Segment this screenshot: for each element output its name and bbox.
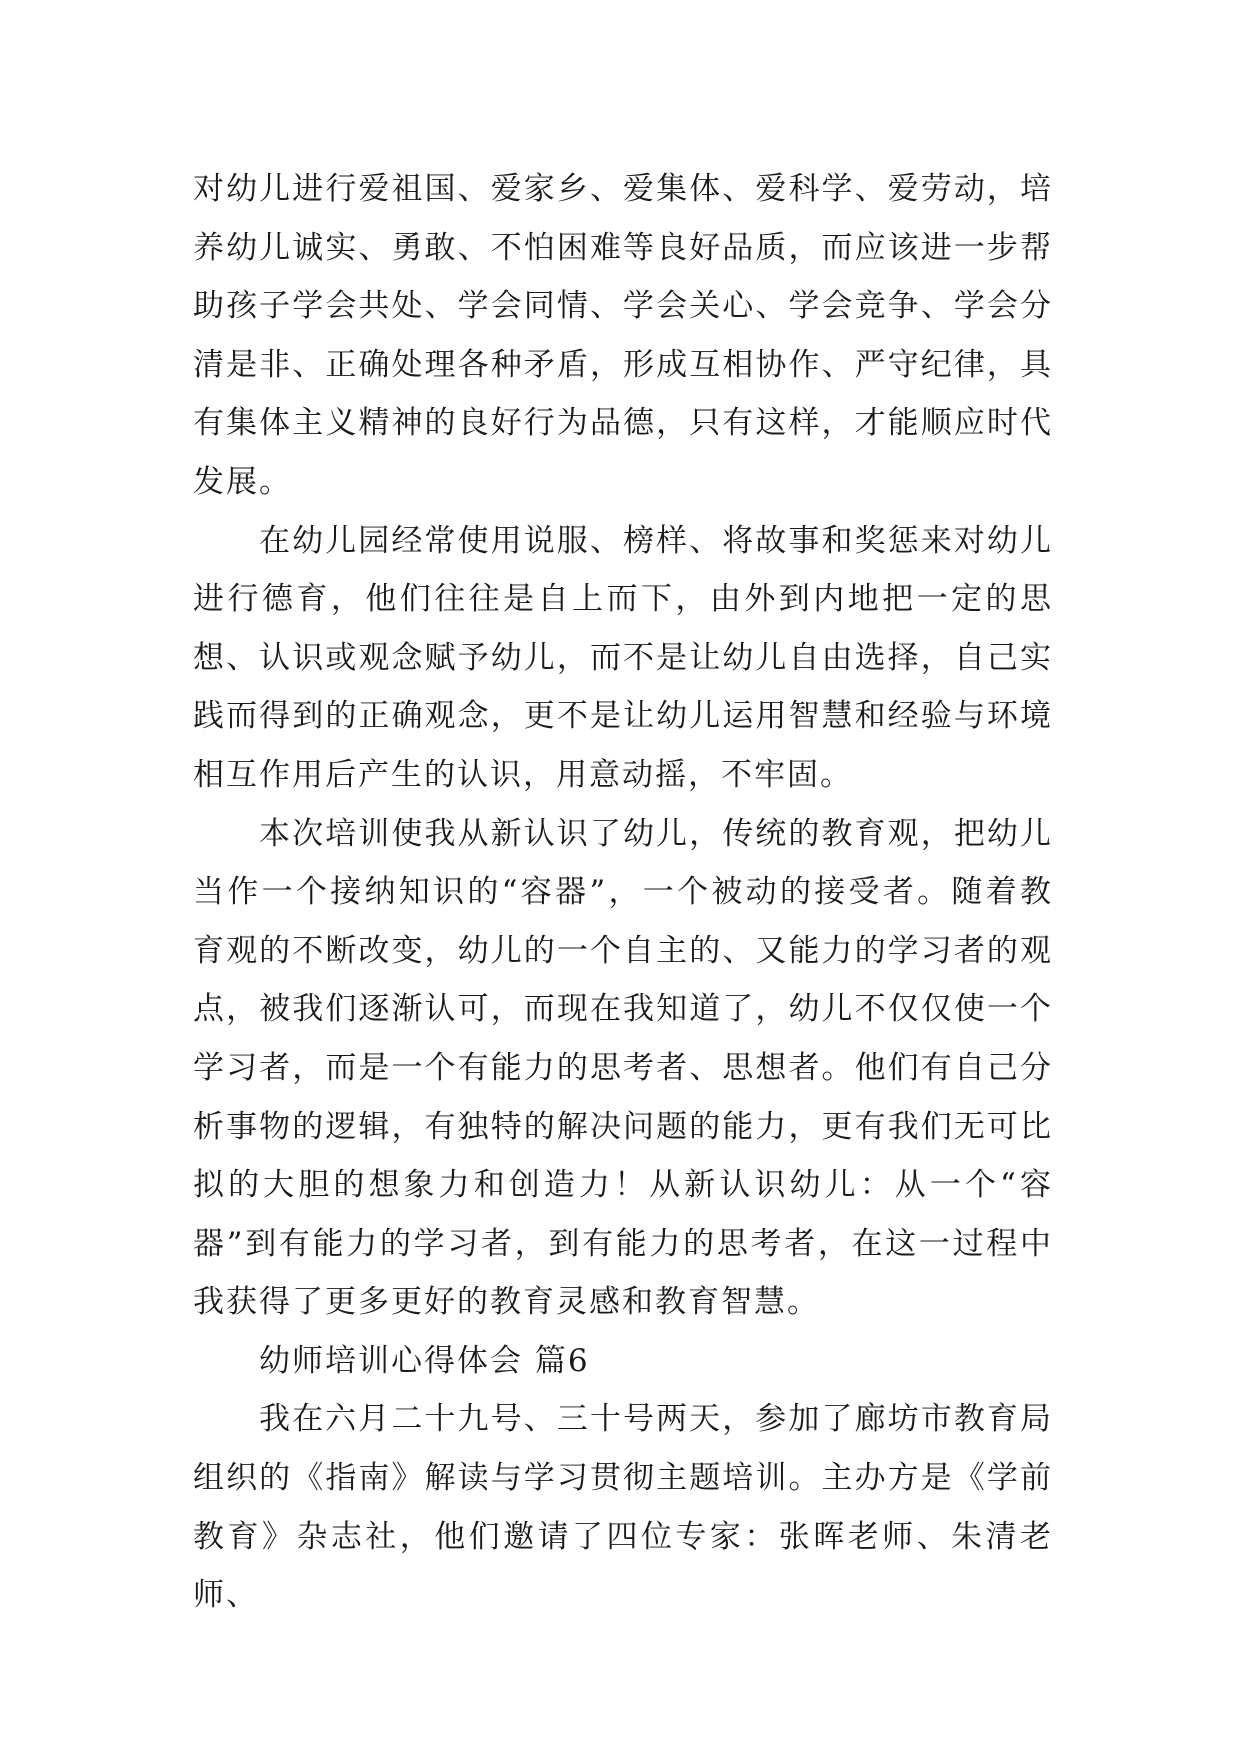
- paragraph-training-intro: 我在六月二十九号、三十号两天，参加了廊坊市教育局组织的《指南》解读与学习贯彻主题培训。主办方是《学前教育》杂志社，他们邀请了四位专家：张晖老师、朱清老师、: [193, 1401, 1053, 1614]
- document-body: [193, 160, 1053, 1625]
- paragraph-continuation: 对幼儿进行爱祖国、爱家乡、爱集体、爱科学、爱劳动，培养幼儿诚实、勇敢、不怕困难等良好品质，而应该进一步帮助孩子学会共处、学会同情、学会关心、学会竞争、学会分清是非、正确处理各种矛盾，形成互相协作、严守纪律，具有集体主义精神的良好行为品德，只有这样，才能顺应时代发展。: [193, 171, 1053, 500]
- paragraph-training-reflection: 本次培训使我从新认识了幼儿，传统的教育观，把幼儿当作一个接纳知识的“容器”，一个被动的接受者。随着教育观的不断改变，幼儿的一个自主的、又能力的学习者的观点，被我们逐渐认可，而现在我知道了，幼儿不仅仅使一个学习者，而是一个有能力的思考者、思想者。他们有自己分析事物的逻辑，有独特的解决问题的能力，更有我们无可比拟的大胆的想象力和创造力！从新认识幼儿：从一个“容器”到有能力的学习者，到有能力的思考者，在这一过程中我获得了更多更好的教育灵感和教育智慧。: [193, 815, 1053, 1321]
- paragraph-moral-education: 在幼儿园经常使用说服、榜样、将故事和奖惩来对幼儿进行德育，他们往往是自上而下，由外到内地把一定的思想、认识或观念赋予幼儿，而不是让幼儿自由选择，自己实践而得到的正确观念，更不是让幼儿运用智慧和经验与环境相互作用后产生的认识，用意动摇，不牢固。: [193, 522, 1053, 793]
- section-heading: 幼师培训心得体会 篇6: [259, 1342, 590, 1379]
